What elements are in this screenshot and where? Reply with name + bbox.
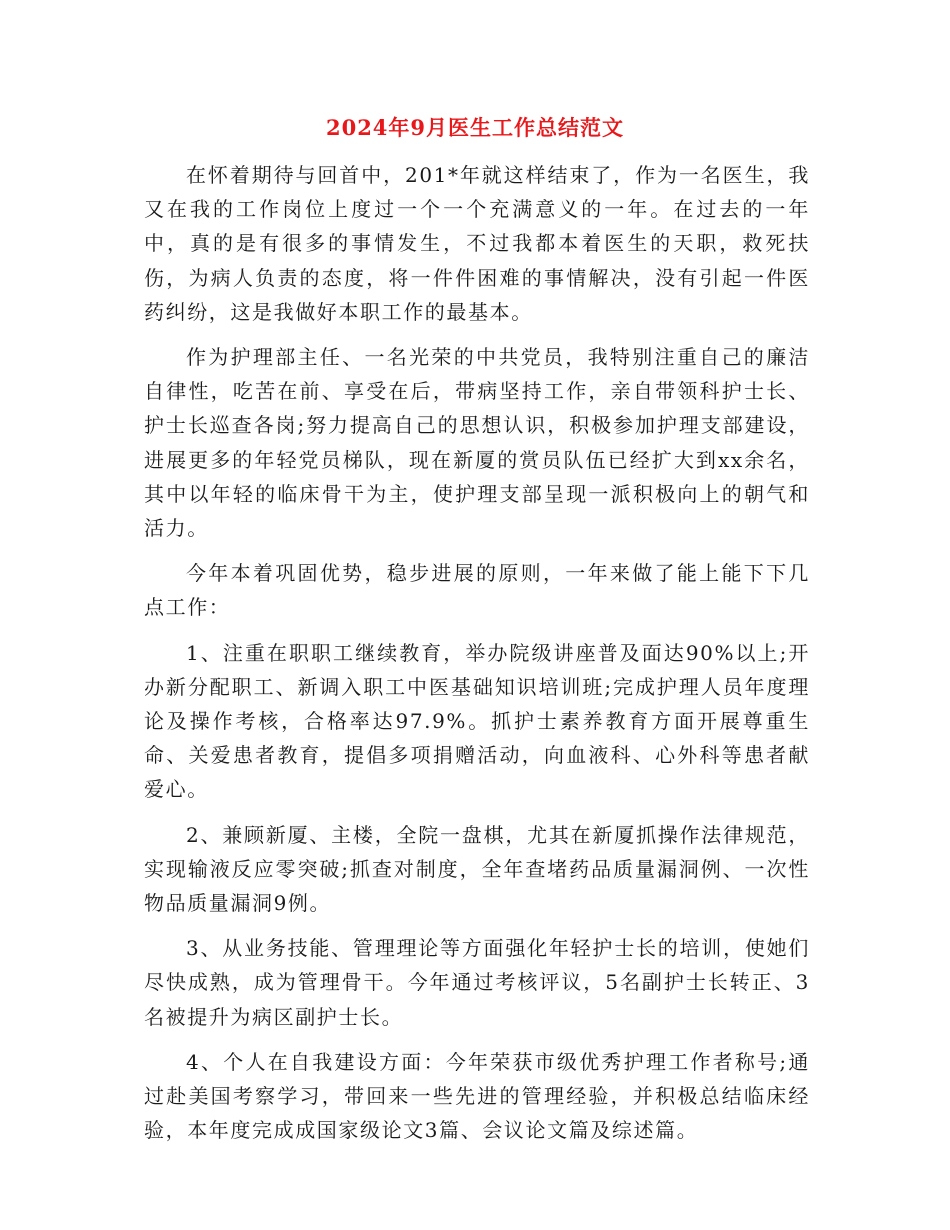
paragraph-item-4: 4、个人在自我建设方面：今年荣获市级优秀护理工作者称号;通过赴美国考察学习，带回来一些先进的管理经验，并积极总结临床经验，本年度完成成国家级论文3篇、会议论文篇及综述篇。 xyxy=(144,1049,810,1143)
paragraph-item-1: 1、注重在职职工继续教育，举办院级讲座普及面达90%以上;开办新分配职工、新调入职工中医基础知识培训班;完成护理人员年度理论及操作考核，合格率达97.9%。抓护士素养教育方面开展尊重生命、关爱患者教育，提倡多项捐赠活动，向血液科、心外科等患者献爱心。 xyxy=(144,640,810,802)
document-body xyxy=(144,158,810,1158)
paragraph-intro: 在怀着期待与回首中，201*年就这样结束了，作为一名医生，我又在我的工作岗位上度过一个一个充满意义的一年。在过去的一年中，真的是有很多的事情发生，不过我都本着医生的天职，救死扶伤，为病人负责的态度，将一件件困难的事情解决，没有引起一件医药纠纷，这是我做好本职工作的最基本。 xyxy=(144,163,810,324)
paragraph-item-2: 2、兼顾新厦、主楼，全院一盘棋，尤其在新厦抓操作法律规范，实现输液反应零突破;抓查对制度，全年查堵药品质量漏洞例、一次性物品质量漏洞9例。 xyxy=(144,822,810,916)
paragraph-item-3: 3、从业务技能、管理理论等方面强化年轻护士长的培训，使她们尽快成熟，成为管理骨干。今年通过考核评议，5名副护士长转正、3名被提升为病区副护士长。 xyxy=(144,936,810,1029)
paragraph-principle: 今年本着巩固优势，稳步进展的原则，一年来做了能上能下下几点工作： xyxy=(144,561,810,620)
document-title: 2024年9月医生工作总结范文 xyxy=(325,115,625,140)
paragraph-role: 作为护理部主任、一名光荣的中共党员，我特别注重自己的廉洁自律性，吃苦在前、享受在后，带病坚持工作，亲自带领科护士长、护士长巡查各岗;努力提高自己的思想认识，积极参加护理支部建设，进展更多的年轻党员梯队，现在新厦的赏员队伍已经扩大到xx余名，其中以年轻的临床骨干为主，使护理支部呈现一派积极向上的朝气和活力。 xyxy=(144,345,810,541)
